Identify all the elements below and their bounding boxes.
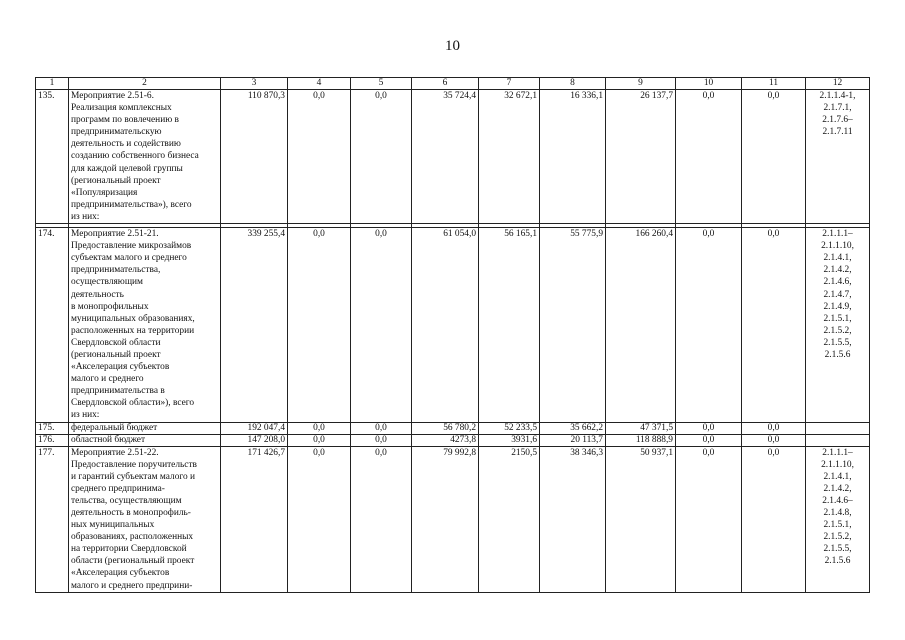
cell-value: 0,0 <box>676 446 742 592</box>
cell-value: 0,0 <box>288 228 351 423</box>
cell-value: 4273,8 <box>412 434 479 446</box>
cell-value: 50 937,1 <box>606 446 676 592</box>
cell-value: 52 233,5 <box>479 422 540 434</box>
cell-total: 147 208,0 <box>221 434 288 446</box>
column-header: 9 <box>606 78 676 90</box>
row-number: 135. <box>36 90 69 224</box>
cell-target-codes <box>806 434 870 446</box>
cell-value: 0,0 <box>676 434 742 446</box>
cell-total: 171 426,7 <box>221 446 288 592</box>
row-number: 177. <box>36 446 69 592</box>
row-description: Мероприятие 2.51-22. Предоставление поручительств и гарантий субъектам малого и среднего предпринима- тельства, осуществляющим деятельность в монопрофиль- ных муниципальных образованиях, расположенных на территории Свердловской области (региональный проект «Акселерация субъектов малого и среднего предприни- <box>69 446 221 592</box>
table-row <box>36 228 870 423</box>
row-description: федеральный бюджет <box>69 422 221 434</box>
column-header: 8 <box>540 78 606 90</box>
column-header: 10 <box>676 78 742 90</box>
cell-total: 339 255,4 <box>221 228 288 423</box>
column-header: 5 <box>351 78 412 90</box>
cell-value: 0,0 <box>676 422 742 434</box>
cell-target-codes: 2.1.1.1– 2.1.1.10, 2.1.4.1, 2.1.4.2, 2.1.4.6, 2.1.4.7, 2.1.4.9, 2.1.5.1, 2.1.5.2, 2.1.5.5, 2.1.5.6 <box>806 228 870 423</box>
cell-value: 0,0 <box>742 434 806 446</box>
row-number: 175. <box>36 422 69 434</box>
cell-value: 56 780,2 <box>412 422 479 434</box>
cell-value: 0,0 <box>742 228 806 423</box>
cell-value: 0,0 <box>351 446 412 592</box>
cell-value: 47 371,5 <box>606 422 676 434</box>
cell-total: 110 870,3 <box>221 90 288 224</box>
cell-value: 20 113,7 <box>540 434 606 446</box>
table-row <box>36 90 870 224</box>
column-header: 1 <box>36 78 69 90</box>
cell-value: 35 724,4 <box>412 90 479 224</box>
cell-value: 0,0 <box>351 228 412 423</box>
cell-value: 3931,6 <box>479 434 540 446</box>
cell-value: 32 672,1 <box>479 90 540 224</box>
column-header: 11 <box>742 78 806 90</box>
cell-target-codes: 2.1.1.4-1, 2.1.7.1, 2.1.7.6– 2.1.7.11 <box>806 90 870 224</box>
row-description: Мероприятие 2.51-6. Реализация комплексных программ по вовлечению в предпринимательскую деятельность и содействию созданию собственного бизнеса для каждой целевой группы (региональный проект «Популяризация предпринимательства»), всего из них: <box>69 90 221 224</box>
cell-value: 0,0 <box>288 422 351 434</box>
cell-value: 26 137,7 <box>606 90 676 224</box>
cell-value: 55 775,9 <box>540 228 606 423</box>
cell-value: 0,0 <box>288 434 351 446</box>
table-row <box>36 434 870 446</box>
cell-value: 0,0 <box>742 422 806 434</box>
table-row <box>36 422 870 434</box>
cell-value: 79 992,8 <box>412 446 479 592</box>
table-row <box>36 446 870 592</box>
cell-value: 0,0 <box>742 446 806 592</box>
cell-value: 0,0 <box>676 228 742 423</box>
column-number-row <box>36 78 870 90</box>
column-header: 3 <box>221 78 288 90</box>
column-header: 7 <box>479 78 540 90</box>
cell-value: 118 888,9 <box>606 434 676 446</box>
budget-table <box>35 77 870 593</box>
cell-value: 0,0 <box>676 90 742 224</box>
cell-value: 2150,5 <box>479 446 540 592</box>
cell-value: 0,0 <box>351 422 412 434</box>
column-header: 2 <box>69 78 221 90</box>
cell-value: 0,0 <box>742 90 806 224</box>
cell-value: 16 336,1 <box>540 90 606 224</box>
cell-total: 192 047,4 <box>221 422 288 434</box>
cell-value: 38 346,3 <box>540 446 606 592</box>
row-description: областной бюджет <box>69 434 221 446</box>
row-number: 176. <box>36 434 69 446</box>
row-number: 174. <box>36 228 69 423</box>
cell-value: 0,0 <box>288 90 351 224</box>
cell-value: 0,0 <box>351 434 412 446</box>
column-header: 12 <box>806 78 870 90</box>
cell-value: 166 260,4 <box>606 228 676 423</box>
page-number: 10 <box>445 38 460 54</box>
cell-target-codes <box>806 422 870 434</box>
column-header: 4 <box>288 78 351 90</box>
cell-target-codes: 2.1.1.1– 2.1.1.10, 2.1.4.1, 2.1.4.2, 2.1.4.6– 2.1.4.8, 2.1.5.1, 2.1.5.2, 2.1.5.5, 2.1.5.6 <box>806 446 870 592</box>
cell-value: 56 165,1 <box>479 228 540 423</box>
cell-value: 35 662,2 <box>540 422 606 434</box>
cell-value: 0,0 <box>288 446 351 592</box>
cell-value: 0,0 <box>351 90 412 224</box>
row-description: Мероприятие 2.51-21. Предоставление микрозаймов субъектам малого и среднего предпринимательства, осуществляющим деятельность в монопрофильных муниципальных образованиях, расположенных на территории Свердловской области (региональный проект «Акселерация субъектов малого и среднего предпринимательства в Свердловской области»), всего из них: <box>69 228 221 423</box>
cell-value: 61 054,0 <box>412 228 479 423</box>
column-header: 6 <box>412 78 479 90</box>
